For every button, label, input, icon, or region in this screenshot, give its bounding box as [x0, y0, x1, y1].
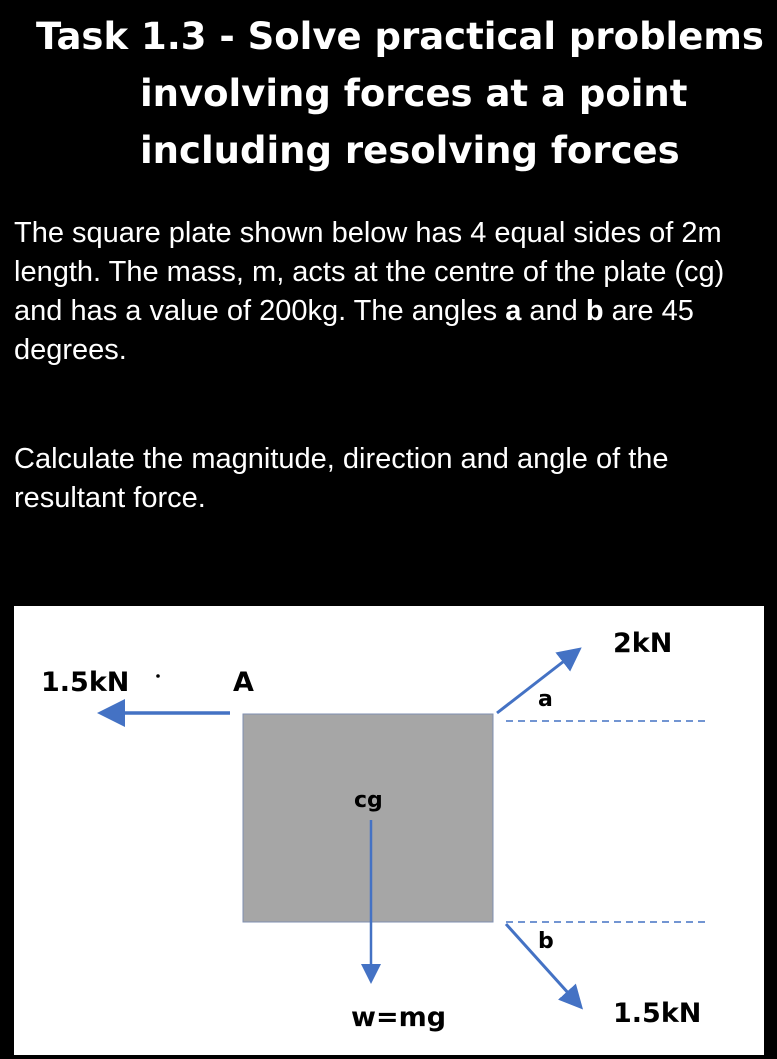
problem-text-angle-a: a: [505, 295, 522, 327]
label-weight: w=mg: [351, 1002, 447, 1033]
label-centre-of-gravity: cg: [354, 788, 383, 813]
force-diagram: [14, 606, 764, 1055]
task-title-line-2: involving forces at a point: [140, 72, 688, 115]
problem-text-part-2: and: [521, 295, 586, 327]
label-angle-b: b: [538, 929, 554, 954]
label-force-bottom-right: 1.5kN: [613, 998, 702, 1029]
problem-text-part-1: The square plate shown below has 4 equal sides of 2m length. The mass, m, acts at the centre of the plate (cg) and has a value of 200kg. The angles: [14, 217, 725, 327]
problem-text-angle-b: b: [585, 295, 604, 327]
problem-question: Calculate the magnitude, direction and angle of the resultant force.: [14, 443, 669, 514]
square-plate: [243, 714, 493, 922]
task-title-line-1: Task 1.3 - Solve practical problems: [36, 15, 764, 58]
label-point-a: A: [233, 667, 254, 698]
label-force-top-right: 2kN: [613, 628, 673, 659]
force-arrow-top-right-2kn: [497, 651, 577, 713]
task-title-line-3: including resolving forces: [140, 129, 680, 172]
problem-statement: [14, 214, 764, 370]
label-force-left: 1.5kN: [41, 667, 130, 698]
stray-dot: [156, 674, 160, 678]
label-angle-a: a: [538, 687, 553, 712]
problem-text-part-3: are 45 degrees.: [14, 295, 694, 366]
task-title: [0, 8, 777, 179]
